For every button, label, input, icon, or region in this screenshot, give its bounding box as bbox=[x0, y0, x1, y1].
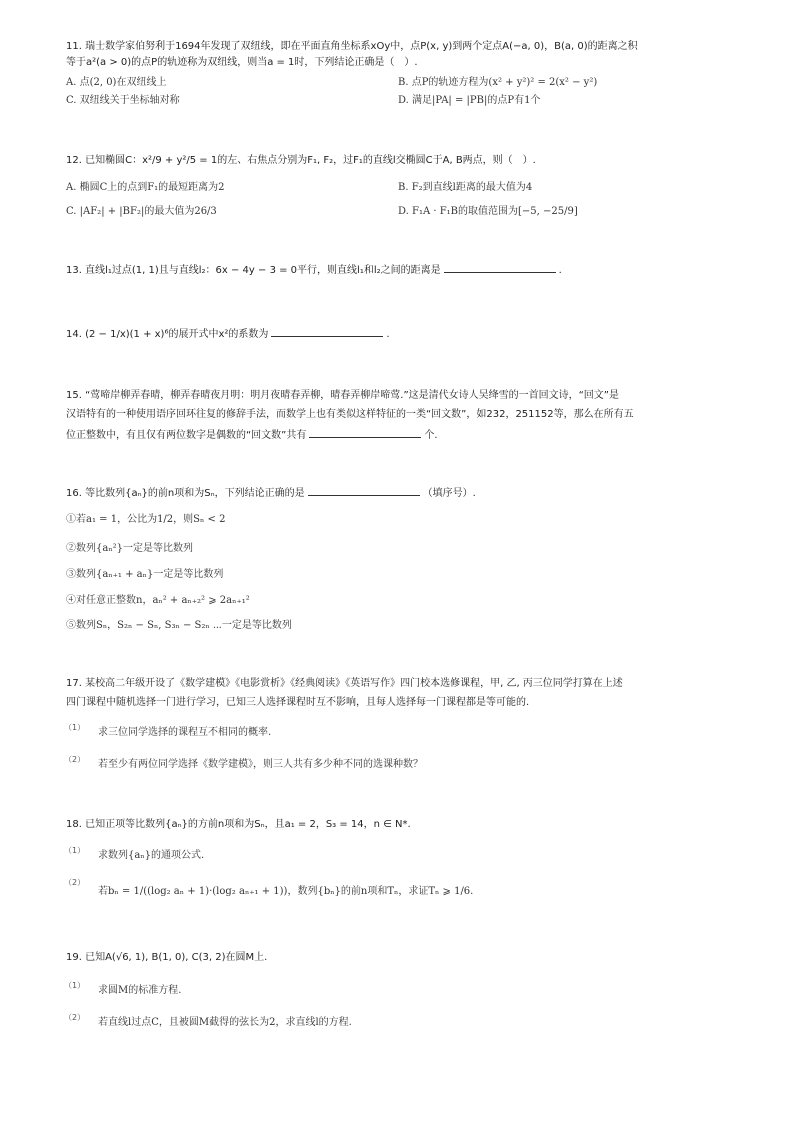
q15-stem-line2: 汉语特有的一种使用语序回环往复的修辞手法，而数学上也有类似这样特征的一类“回文数”，如232，251152等，那么在所有五 bbox=[66, 409, 634, 420]
q16-answer-blank[interactable] bbox=[308, 485, 420, 496]
q18-sub1: 求数列{aₙ}的通项公式. bbox=[98, 850, 205, 861]
q16-item-5: ⑤数列Sₙ，S₂ₙ − Sₙ, S₃ₙ − S₂ₙ ⋯一定是等比数列 bbox=[66, 620, 292, 631]
q14-text: 14. (2 − 1/x)(1 + x)⁶的展开式中x²的系数为 bbox=[66, 329, 269, 340]
q11-stem-line2: 等于a²(a > 0)的点P的轨迹称为双纽线，则当a = 1时，下列结论正确是（ ）. bbox=[66, 57, 418, 68]
q12-option-d: D. F₁A · F₁B的取值范围为[−5, −25/9] bbox=[398, 206, 578, 217]
q18-sub1-number: （1） bbox=[64, 846, 86, 855]
q12-stem: 12. 已知椭圆C：x²/9 + y²/5 = 1的左、右焦点分别为F₁, F₂，过F₁的直线l交椭圆C于A, B两点，则（ ）. bbox=[66, 155, 536, 166]
q15-text: 位正整数中，有且仅有两位数字是偶数的“回文数”共有 bbox=[66, 430, 307, 441]
q15-stem-line1: 15. “莺啼岸柳弄春晴，柳弄春晴夜月明：明月夜晴春弄柳，晴春弄柳岸啼莺.”这是清代女诗人吴绛雪的一首回文诗，“回文”是 bbox=[66, 390, 619, 401]
q19-stem: 19. 已知A(√6, 1), B(1, 0), C(3, 2)在圆M上. bbox=[66, 952, 268, 963]
q18-sub2-number: （2） bbox=[64, 878, 86, 887]
q16-item-4: ④对任意正整数n，aₙ² + aₙ₊₂² ⩾ 2aₙ₊₁² bbox=[66, 595, 250, 606]
q18-stem: 18. 已知正项等比数列{aₙ}的方前n项和为Sₙ，且a₁ = 2，S₃ = 14，n ∈ N*. bbox=[66, 819, 411, 830]
q12-option-a: A. 椭圆C上的点到F₁的最短距离为2 bbox=[66, 182, 225, 193]
q16-stem-end: （填序号）. bbox=[422, 488, 476, 499]
q19-sub2: 若直线l过点C，且被圆M截得的弦长为2，求直线l的方程. bbox=[98, 1017, 352, 1028]
q16-item-2: ②数列{aₙ²}一定是等比数列 bbox=[66, 543, 194, 554]
q14-stem bbox=[66, 326, 390, 342]
q11-option-a: A. 点(2, 0)在双纽线上 bbox=[66, 77, 167, 88]
q16-stem bbox=[66, 485, 476, 501]
q17-stem-line2: 四门课程中随机选择一门进行学习，已知三人选择课程时互不影响，且每人选择每一门课程都是等可能的. bbox=[66, 697, 530, 708]
q13-end: . bbox=[558, 265, 562, 276]
q12-option-b: B. F₂到直线l距离的最大值为4 bbox=[398, 182, 533, 193]
q19-sub1: 求圆M的标准方程. bbox=[98, 985, 182, 996]
q17-sub2-number: （2） bbox=[64, 755, 86, 764]
q16-text: 16. 等比数列{aₙ}的前n项和为Sₙ，下列结论正确的是 bbox=[66, 488, 305, 499]
q15-end: 个. bbox=[424, 430, 438, 441]
q15-answer-blank[interactable] bbox=[309, 427, 421, 438]
q11-option-d: D. 满足|PA| = |PB|的点P有1个 bbox=[398, 95, 541, 106]
q17-sub1-number: （1） bbox=[64, 723, 86, 732]
q13-answer-blank[interactable] bbox=[444, 262, 556, 273]
q13-stem bbox=[66, 262, 562, 278]
q18-sub2: 若bₙ = 1/((log₂ aₙ + 1)·(log₂ aₙ₊₁ + 1))，数列{bₙ}的前n项和Tₙ，求证Tₙ ⩾ 1/6. bbox=[98, 886, 474, 897]
q12-option-c: C. |AF₂| + |BF₂|的最大值为26/3 bbox=[66, 206, 217, 217]
q14-answer-blank[interactable] bbox=[271, 326, 383, 337]
q17-sub2: 若至少有两位同学选择《数学建模》，则三人共有多少种不同的选课种数？ bbox=[98, 759, 423, 770]
q17-stem-line1: 17. 某校高二年级开设了《数学建模》《电影赏析》《经典阅读》《英语写作》四门校本选修课程，甲, 乙, 丙三位同学打算在上述 bbox=[66, 678, 623, 689]
q17-sub1: 求三位同学选择的课程互不相同的概率. bbox=[98, 727, 272, 738]
q15-stem-line3 bbox=[66, 427, 438, 443]
q11-option-b: B. 点P的轨迹方程为(x² + y²)² = 2(x² − y²) bbox=[398, 77, 598, 88]
q13-text: 13. 直线l₁过点(1, 1)且与直线l₂：6x − 4y − 3 = 0平行，则直线l₁和l₂之间的距离是 bbox=[66, 265, 441, 276]
q11-stem-line1: 11. 瑞士数学家伯努利于1694年发现了双纽线，即在平面直角坐标系xOy中，点P(x, y)到两个定点A(−a, 0)，B(a, 0)的距离之积 bbox=[66, 41, 638, 52]
q16-item-3: ③数列{aₙ₊₁ + aₙ}一定是等比数列 bbox=[66, 569, 224, 580]
q19-sub2-number: （2） bbox=[64, 1013, 86, 1022]
q19-sub1-number: （1） bbox=[64, 981, 86, 990]
q16-item-1: ①若a₁ = 1，公比为1/2，则Sₙ < 2 bbox=[66, 514, 226, 525]
q11-option-c: C. 双纽线关于坐标轴对称 bbox=[66, 95, 180, 106]
q14-end: . bbox=[386, 329, 390, 340]
